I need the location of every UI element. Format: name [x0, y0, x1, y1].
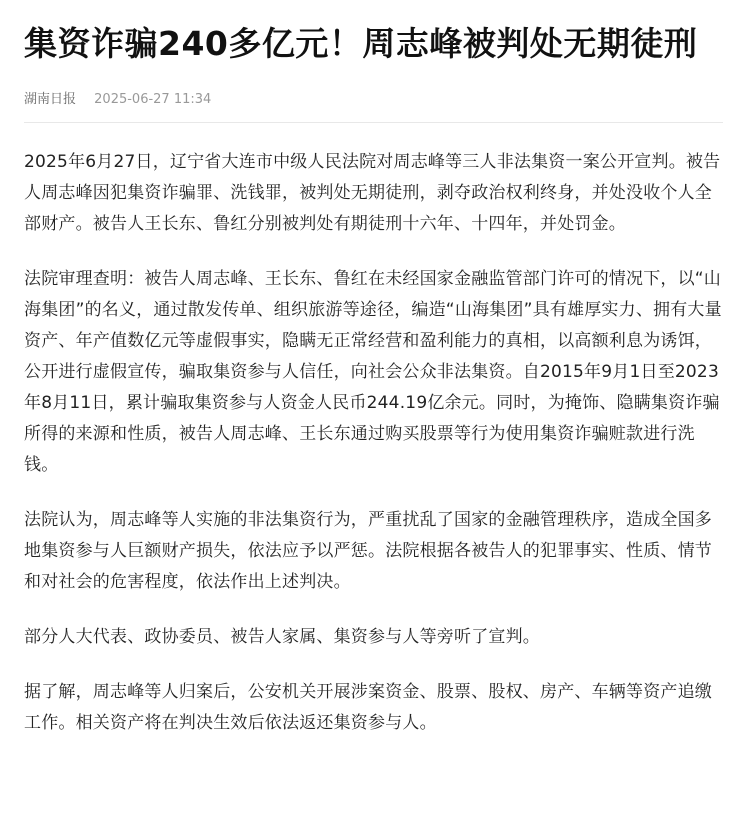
article-source[interactable]: 湖南日报 — [24, 92, 77, 107]
article-paragraph-3: 法院认为，周志峰等人实施的非法集资行为，严重扰乱了国家的金融管理秩序，造成全国多地集资参与人巨额财产损失，依法应予以严惩。法院根据各被告人的犯罪事实、性质、情节和对社会的危害程度，依法作出上述判决。 — [24, 510, 712, 592]
article-title: 集资诈骗240多亿元！周志峰被判处无期徒刑 — [24, 24, 698, 63]
article-paragraph-5: 据了解，周志峰等人归案后，公安机关开展涉案资金、股票、股权、房产、车辆等资产追缴工作。相关资产将在判决生效后依法返还集资参与人。 — [24, 682, 712, 733]
article — [24, 18, 729, 763]
article-paragraph-4: 部分人大代表、政协委员、被告人家属、集资参与人等旁听了宣判。 — [24, 627, 540, 647]
meta-divider — [24, 122, 723, 123]
article-paragraph-2: 法院审理查明：被告人周志峰、王长东、鲁红在未经国家金融监管部门许可的情况下，以“山海集团”的名义，通过散发传单、组织旅游等途径，编造“山海集团”具有雄厚实力、拥有大量资产、年产值数亿元等虚假事实，隐瞒无正常经营和盈利能力的真相，以高额利息为诱饵，公开进行虚假宣传，骗取集资参与人信任，向社会公众非法集资。自2015年9月1日至2023年8月11日，累计骗取集资参与人资金人民币244.19亿余元。同时，为掩饰、隐瞒集资诈骗所得的来源和性质，被告人周志峰、王长东通过购买股票等行为使用集资诈骗赃款进行洗钱。 — [24, 269, 722, 475]
article-body — [24, 147, 729, 739]
article-meta — [24, 90, 729, 110]
article-date: 2025-06-27 11:34 — [94, 92, 212, 107]
article-paragraph-1: 2025年6月27日，辽宁省大连市中级人民法院对周志峰等三人非法集资一案公开宣判。被告人周志峰因犯集资诈骗罪、洗钱罪，被判处无期徒刑，剥夺政治权利终身，并处没收个人全部财产。被告人王长东、鲁红分别被判处有期徒刑十六年、十四年，并处罚金。 — [24, 152, 721, 234]
